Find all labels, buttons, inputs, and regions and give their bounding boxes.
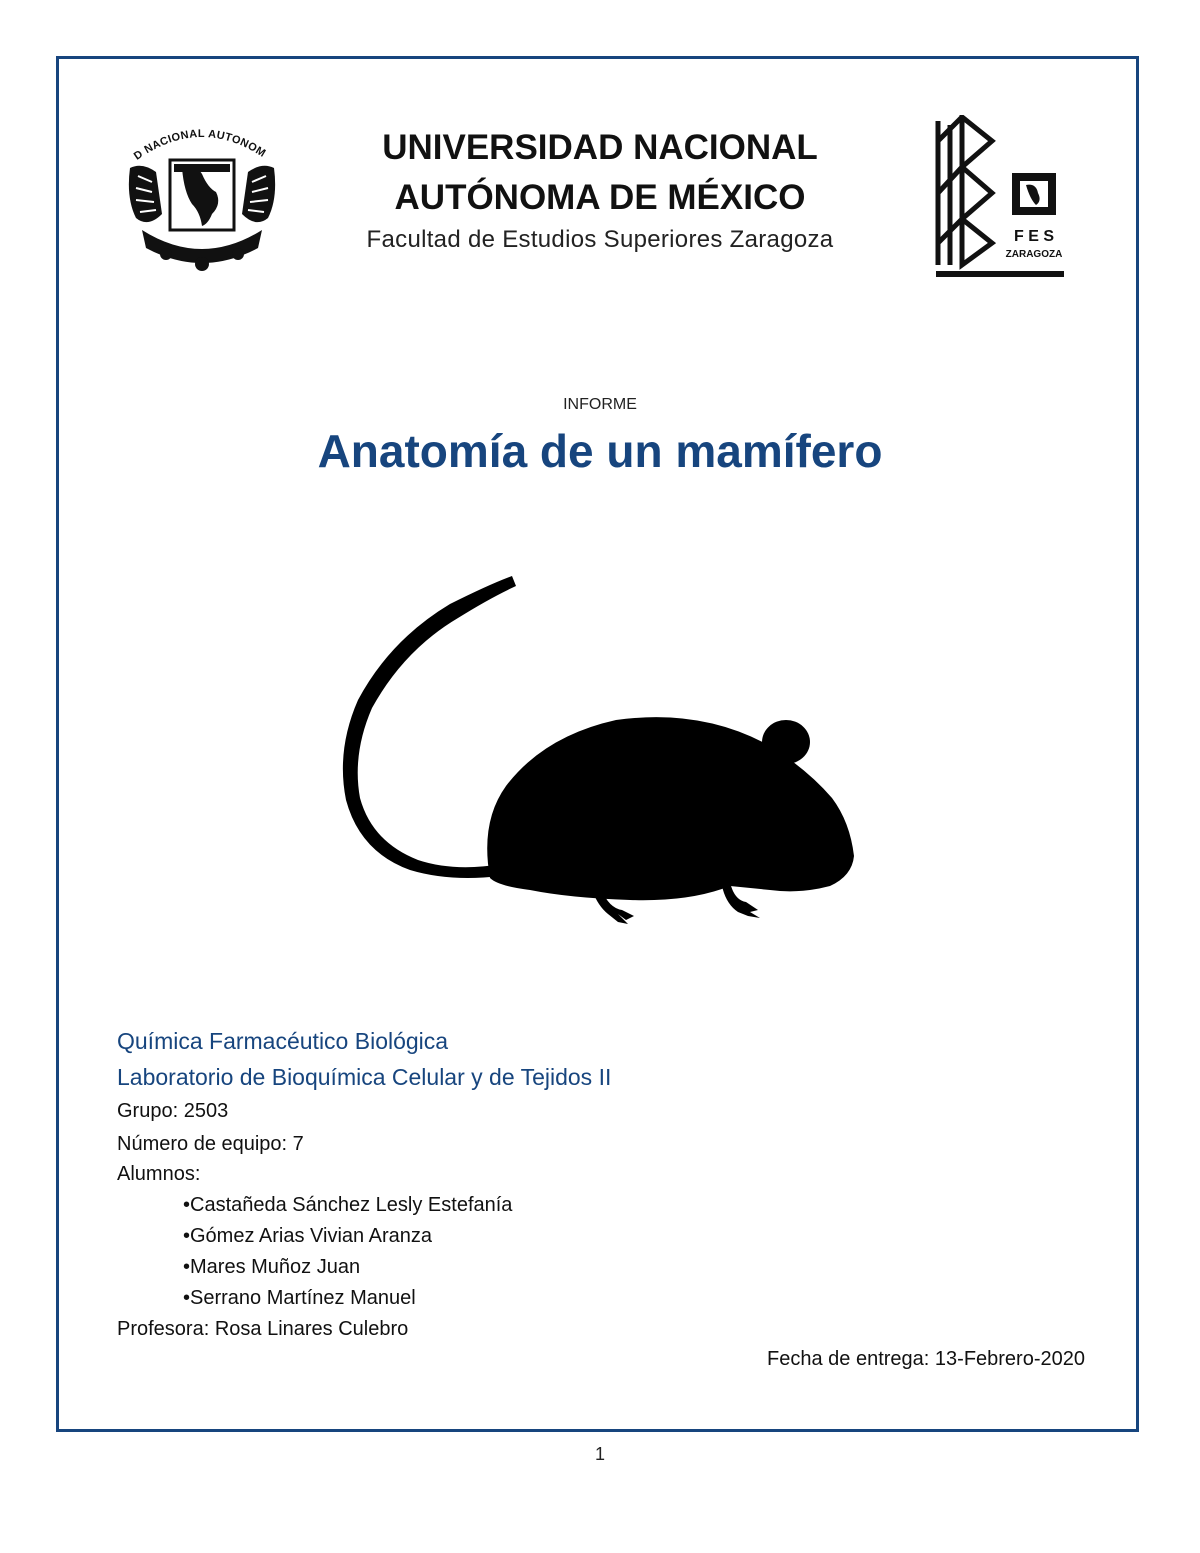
fes-logo-text: F E S xyxy=(1013,228,1055,245)
fes-logo-subtext: ZARAGOZA xyxy=(1005,249,1063,260)
student-name: •Castañeda Sánchez Lesly Estefanía xyxy=(183,1194,513,1216)
university-name-line2: AUTÓNOMA DE MÉXICO xyxy=(394,178,806,217)
lab-name: Laboratorio de Bioquímica Celular y de Tejidos II xyxy=(117,1064,612,1090)
delivery-date: Fecha de entrega: 13-Febrero-2020 xyxy=(767,1348,1085,1370)
svg-text:UNIVERSIDAD NACIONAL AUTONOMA xyxy=(122,118,268,163)
professor-name: Profesora: Rosa Linares Culebro xyxy=(117,1318,409,1340)
page-number: 1 xyxy=(594,1444,605,1464)
faculty-name: Facultad de Estudios Superiores Zaragoza xyxy=(366,226,834,253)
unam-logo-text: D NACIONAL AUTONOM xyxy=(131,127,268,163)
document-type: INFORME xyxy=(563,396,637,413)
student-name: •Serrano Martínez Manuel xyxy=(183,1287,416,1309)
document-title: Anatomía de un mamífero xyxy=(317,425,883,477)
career-name: Química Farmacéutico Biológica xyxy=(117,1028,449,1054)
unam-crest-logo xyxy=(122,118,282,276)
student-name: •Gómez Arias Vivian Aranza xyxy=(183,1225,432,1247)
fes-zaragoza-logo xyxy=(932,115,1068,281)
students-label: Alumnos: xyxy=(117,1163,201,1185)
student-name: •Mares Muñoz Juan xyxy=(183,1256,361,1278)
team-number: Número de equipo: 7 xyxy=(117,1133,304,1155)
group-number: Grupo: 2503 xyxy=(117,1100,229,1122)
mouse-silhouette-icon xyxy=(330,560,890,940)
university-name-line1: UNIVERSIDAD NACIONAL xyxy=(382,128,818,167)
